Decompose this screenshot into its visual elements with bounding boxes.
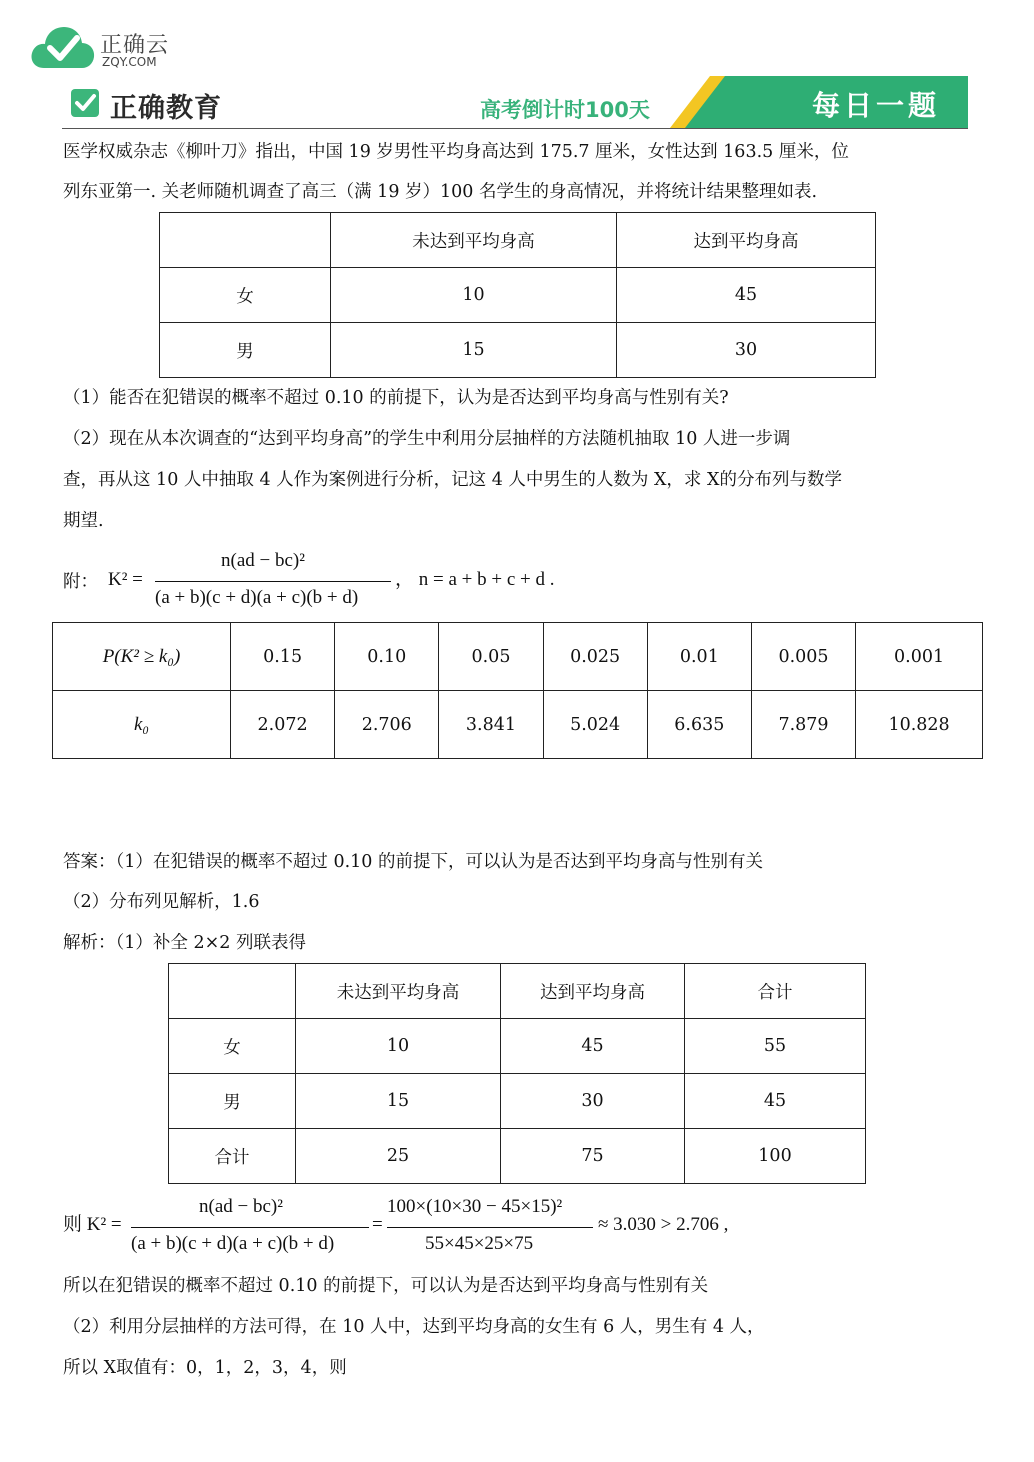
table-cell — [169, 964, 296, 1019]
conclusion-line: 所以在犯错误的概率不超过 0.10 的前提下，可以认为是否达到平均身高与性别有关 — [63, 1276, 709, 1296]
question-1: （1）能否在犯错误的概率不超过 0.10 的前提下，认为是否达到平均身高与性别有关? — [63, 388, 729, 408]
table-cell: 2.706 — [335, 691, 439, 759]
table-row — [169, 1074, 866, 1129]
answer-line-2: （2）分布列见解析，1.6 — [63, 892, 260, 912]
part2-line-1: （2）利用分层抽样的方法可得，在 10 人中，达到平均身高的女生有 6 人，男生有 4 人， — [63, 1317, 765, 1337]
table-cell: 10.828 — [856, 691, 983, 759]
table-cell: 7.879 — [751, 691, 855, 759]
table-cell: 2.072 — [231, 691, 335, 759]
question-2-line-2: 查，再从这 10 人中抽取 4 人作为案例进行分析，记这 4 人中男生的人数为 X，求 X的分布列与数学 — [63, 470, 842, 490]
table-cell: 6.635 — [647, 691, 751, 759]
calc-result: ≈ 3.030 > 2.706 , — [598, 1214, 729, 1235]
table-cell: 男 — [169, 1074, 296, 1129]
calc-equals: = — [372, 1214, 383, 1235]
table-cell: 10 — [331, 268, 617, 323]
daily-question-label: 每日一题 — [811, 89, 940, 122]
table-cell: 0.05 — [439, 623, 543, 691]
table-row — [169, 1019, 866, 1074]
table-cell: 45 — [501, 1019, 685, 1074]
answer-line-1: 答案：（1）在犯错误的概率不超过 0.10 的前提下，可以认为是否达到平均身高与性别有关 — [63, 852, 763, 872]
table-cell: 30 — [617, 323, 876, 378]
contingency-table — [168, 963, 866, 1184]
table-cell: 0.15 — [231, 623, 335, 691]
formula-prefix: 附： — [63, 572, 98, 592]
question-2-line-3: 期望. — [63, 511, 104, 531]
formula-denominator: (a + b)(c + d)(a + c)(b + d) — [155, 587, 359, 608]
table-header: 合计 — [685, 964, 866, 1019]
table-cell: 0.001 — [856, 623, 983, 691]
fraction-bar — [387, 1227, 593, 1228]
table-row — [160, 323, 876, 378]
fraction-bar — [131, 1227, 369, 1228]
table-row — [53, 623, 983, 691]
calc-numerator-1: n(ad − bc)² — [199, 1196, 283, 1217]
formula-numerator: n(ad − bc)² — [221, 550, 305, 571]
countdown-banner — [480, 76, 968, 128]
calc-numerator-2: 100×(10×30 − 45×15)² — [387, 1196, 563, 1217]
calc-prefix: 则 K² = — [63, 1214, 122, 1235]
table-cell: 10 — [296, 1019, 501, 1074]
table-cell: 0.025 — [543, 623, 647, 691]
table-row — [169, 964, 866, 1019]
table-row — [160, 268, 876, 323]
table-cell: 15 — [296, 1074, 501, 1129]
table-row — [169, 1129, 866, 1184]
table-cell: 女 — [160, 268, 331, 323]
table-cell: 25 — [296, 1129, 501, 1184]
check-icon — [70, 88, 100, 118]
analysis-heading: 解析：（1）补全 2×2 列联表得 — [63, 933, 306, 953]
table-cell — [160, 213, 331, 268]
table-header: 达到平均身高 — [617, 213, 876, 268]
table-cell: 0.01 — [647, 623, 751, 691]
table-row-label: k₀ — [53, 691, 231, 759]
table-cell: 合计 — [169, 1129, 296, 1184]
table-header: 未达到平均身高 — [331, 213, 617, 268]
table-cell: 30 — [501, 1074, 685, 1129]
part2-line-2: 所以 X取值有：0，1，2，3，4，则 — [63, 1358, 347, 1378]
table-cell: 0.10 — [335, 623, 439, 691]
table-row — [53, 691, 983, 759]
table-row — [160, 213, 876, 268]
table-cell: 100 — [685, 1129, 866, 1184]
table-cell: 75 — [501, 1129, 685, 1184]
table-cell: 45 — [685, 1074, 866, 1129]
critical-value-table — [52, 622, 983, 759]
intro-line-1: 医学权威杂志《柳叶刀》指出，中国 19 岁男性平均身高达到 175.7 厘米，女性达到 163.5 厘米，位 — [63, 142, 849, 162]
logo-domain: ZQY.COM — [102, 55, 157, 69]
table-cell: 15 — [331, 323, 617, 378]
calc-denominator-1: (a + b)(c + d)(a + c)(b + d) — [131, 1233, 335, 1254]
table-cell: 5.024 — [543, 691, 647, 759]
cloud-check-icon — [30, 22, 96, 72]
formula-lhs: K² = — [108, 569, 143, 590]
brand-name: 正确教育 — [110, 93, 222, 124]
table-header: 达到平均身高 — [501, 964, 685, 1019]
survey-table — [159, 212, 876, 378]
formula-fraction — [155, 550, 391, 614]
table-cell: 0.005 — [751, 623, 855, 691]
formula-suffix: ， n = a + b + c + d . — [395, 569, 555, 590]
header-divider — [62, 128, 968, 129]
table-cell: 55 — [685, 1019, 866, 1074]
logo — [30, 22, 180, 74]
countdown-text: 高考倒计时100天 — [480, 98, 650, 122]
table-cell: 女 — [169, 1019, 296, 1074]
table-header: 未达到平均身高 — [296, 964, 501, 1019]
calc-denominator-2: 55×45×25×75 — [425, 1233, 534, 1254]
table-cell: 男 — [160, 323, 331, 378]
table-row-label: P(K² ≥ k₀) — [53, 623, 231, 691]
calc-fraction-2 — [387, 1196, 593, 1260]
table-cell: 45 — [617, 268, 876, 323]
table-cell: 3.841 — [439, 691, 543, 759]
question-2-line-1: （2）现在从本次调查的“达到平均身高”的学生中利用分层抽样的方法随机抽取 10 人进一步调 — [63, 429, 791, 449]
intro-line-2: 列东亚第一. 关老师随机调查了高三（满 19 岁）100 名学生的身高情况，并将统计结果整理如表. — [63, 182, 818, 202]
logo-name: 正确云 — [100, 33, 170, 58]
fraction-bar — [155, 581, 391, 582]
calc-fraction-1 — [131, 1196, 369, 1260]
